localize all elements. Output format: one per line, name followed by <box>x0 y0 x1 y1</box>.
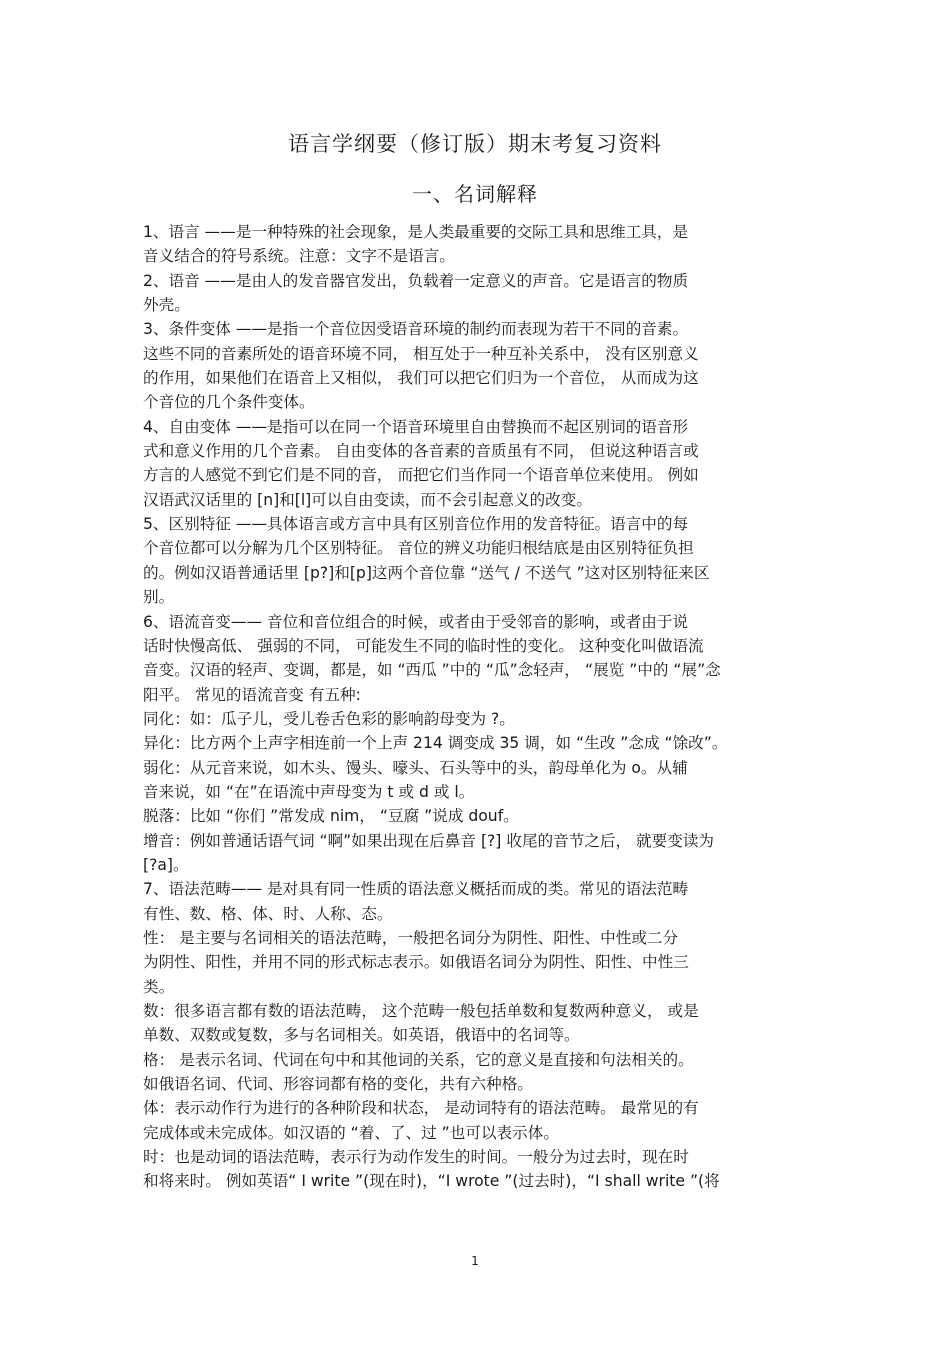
text-line: 脱落：比如 “你们 ”常发成 nim， “豆腐 ”说成 douf。 <box>143 807 519 826</box>
text-line: 完成体或未完成体。如汉语的 “着、了、过 ”也可以表示体。 <box>143 1123 559 1142</box>
text-line: 单数、双数或复数，多与名词相关。如英语，俄语中的名词等。 <box>143 1026 580 1045</box>
text-line: 音义结合的符号系统。注意：文字不是语言。 <box>143 247 455 266</box>
text-line: 类。 <box>143 977 175 996</box>
document-body <box>143 220 813 1194</box>
text-line: 数：很多语言都有数的语法范畴， 这个范畴一般包括单数和复数两种意义， 或是 <box>143 1002 699 1020</box>
text-line: 有性、数、格、体、时、人称、态。 <box>143 904 393 923</box>
text-line: 阳平。 常见的语流音变 有五种: <box>143 685 361 704</box>
text-line: 性： 是主要与名词相关的语法范畴，一般把名词分为阴性、阳性、中性或二分 <box>143 928 679 947</box>
text-line: 增音：例如普通话语气词 “啊”如果出现在后鼻音 [?] 收尾的音节之后， 就要变读为 <box>143 831 715 850</box>
text-line: 汉语武汉话里的 [n]和[l]可以自由变读，而不会引起意义的改变。 <box>143 490 592 509</box>
text-line: 2、语音 ——是由人的发音器官发出，负载着一定意义的声音。它是语言的物质 <box>143 271 689 290</box>
text-line: 的作用，如果他们在语音上又相似， 我们可以把它们归为一个音位， 从而成为这 <box>143 369 699 388</box>
text-line: 音来说，如 “在”在语流中声母变为 t 或 d 或 l。 <box>143 782 475 801</box>
text-line: 音变。汉语的轻声、变调，都是，如 “西瓜 ”中的 “瓜”念轻声， “展览 ”中的 “展”念 <box>143 661 721 680</box>
text-line: 体：表示动作行为进行的各种阶段和状态， 是动词特有的语法范畴。 最常见的有 <box>143 1099 699 1118</box>
text-line: 个音位都可以分解为几个区别特征。 音位的辨义功能归根结底是由区别特征负担 <box>143 539 694 558</box>
text-line: 异化：比方两个上声字相连前一个上声 214 调变成 35 调，如 “生改 ”念成 “馀改”。 <box>143 734 728 753</box>
text-line: 5、区别特征 ——具体语言或方言中具有区别音位作用的发音特征。语言中的每 <box>143 515 689 534</box>
text-line: 弱化：从元音来说，如木头、馒头、嚎头、石头等中的头，韵母单化为 o。从辅 <box>143 758 688 777</box>
text-line: [?a]。 <box>143 855 189 874</box>
section-heading: 一、名词解释 <box>412 182 538 206</box>
text-line: 外壳。 <box>143 296 190 315</box>
text-line: 1、语言 ——是一种特殊的社会现象，是人类最重要的交际工具和思维工具，是 <box>143 223 689 241</box>
text-line: 为阴性、阳性，并用不同的形式标志表示。如俄语名词分为阴性、阳性、中性三 <box>143 953 689 972</box>
text-line: 如俄语名词、代词、形容词都有格的变化，共有六种格。 <box>143 1075 533 1094</box>
text-line: 格： 是表示名词、代词在句中和其他词的关系，它的意义是直接和句法相关的。 <box>143 1050 694 1069</box>
text-line: 方言的人感觉不到它们是不同的音， 而把它们当作同一个语音单位来使用。 例如 <box>143 466 699 485</box>
text-line: 这些不同的音素所处的语音环境不同， 相互处于一种互补关系中， 没有区别意义 <box>143 344 699 363</box>
text-line: 和将来时。 例如英语“ I write ”(现在时)，“I wrote ”(过去时)，“I shall write ”(将 <box>143 1172 720 1191</box>
text-line: 个音位的几个条件变体。 <box>143 393 315 412</box>
text-line: 话时快慢高低、 强弱的不同， 可能发生不同的临时性的变化。 这种变化叫做语流 <box>143 636 704 655</box>
text-line: 6、语流音变—— 音位和音位组合的时候，或者由于受邻音的影响，或者由于说 <box>143 612 689 631</box>
document-title: 语言学纲要（修订版）期末考复习资料 <box>288 132 662 156</box>
page-number: 1 <box>471 1254 479 1268</box>
text-line: 别。 <box>143 588 175 607</box>
text-line: 的。例如汉语普通话里 [p?]和[p]这两个音位靠 “送气 / 不送气 ”这对区别特征来区 <box>143 563 710 582</box>
text-line: 7、语法范畴—— 是对具有同一性质的语法意义概括而成的类。常见的语法范畴 <box>143 880 689 899</box>
text-line: 式和意义作用的几个音素。 自由变体的各音素的音质虽有不同， 但说这种语言或 <box>143 442 699 461</box>
text-line: 3、条件变体 ——是指一个音位因受语音环境的制约而表现为若干不同的音素。 <box>143 320 689 339</box>
text-line: 同化：如：瓜子儿，受儿卷舌色彩的影响韵母变为 ?。 <box>143 709 515 728</box>
text-line: 4、自由变体 ——是指可以在同一个语音环境里自由替换而不起区别词的语音形 <box>143 417 689 436</box>
text-line: 时：也是动词的语法范畴，表示行为动作发生的时间。一般分为过去时，现在时 <box>143 1148 689 1167</box>
